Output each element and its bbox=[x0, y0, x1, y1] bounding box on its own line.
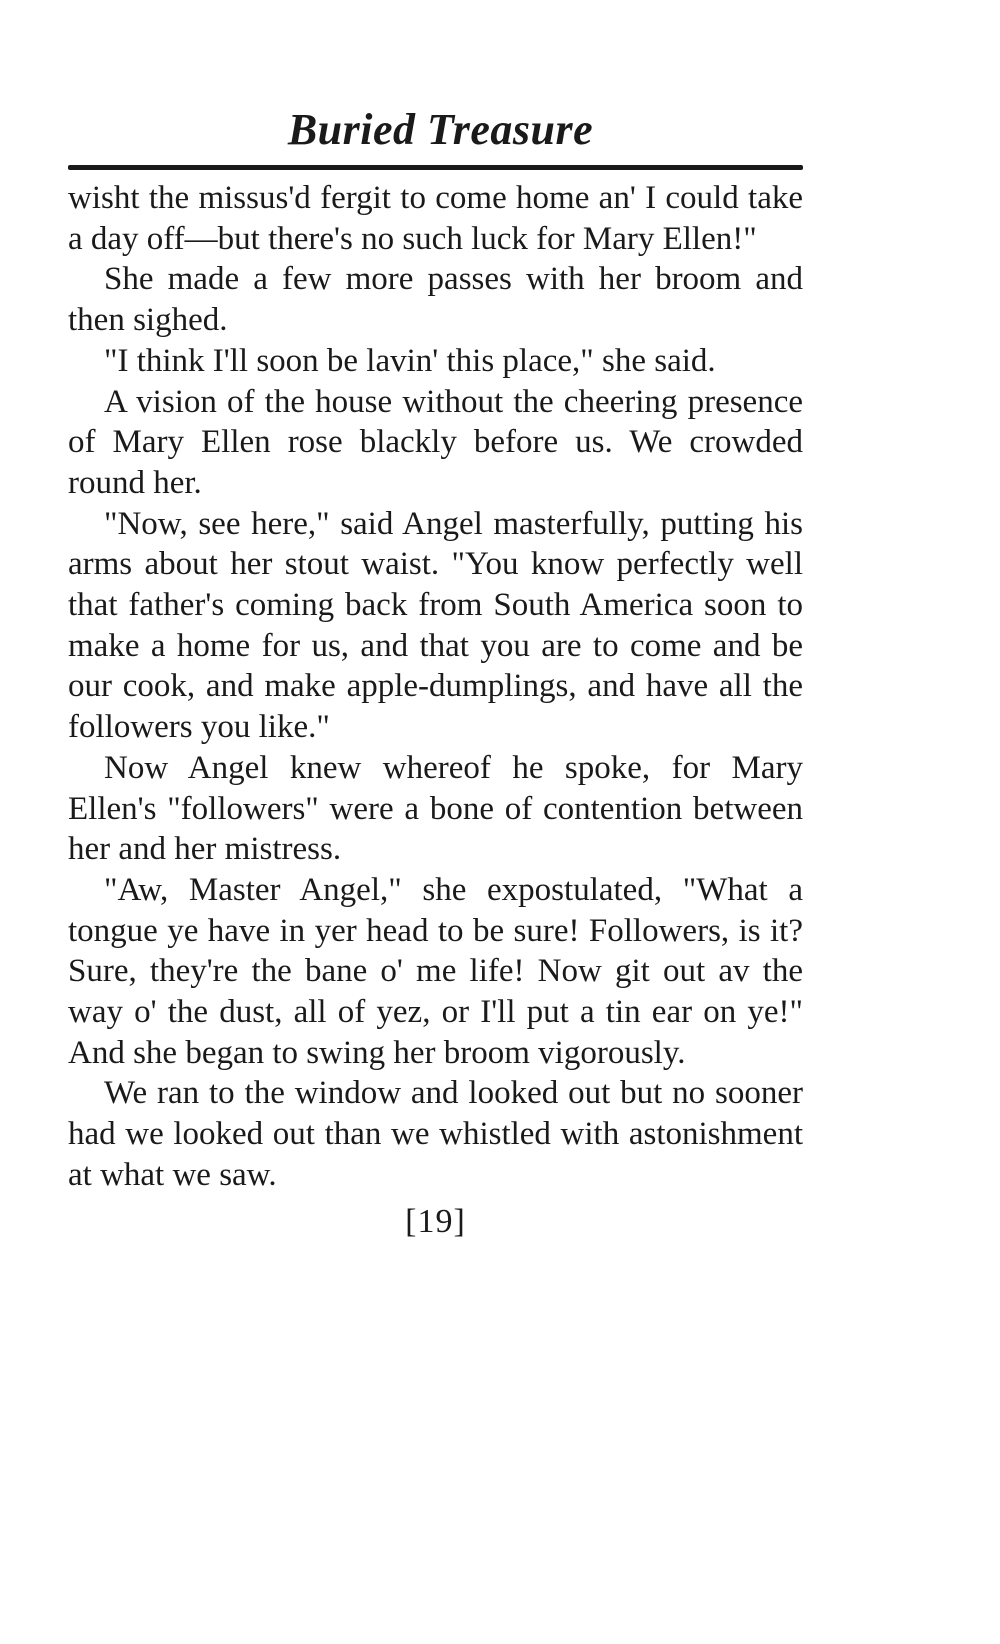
page-number: [19] bbox=[405, 1202, 466, 1240]
paragraph: "I think I'll soon be lavin' this place," she said. bbox=[104, 342, 716, 379]
paragraph: wisht the missus'd fergit to come home an' I could take a day off—but there's no such luck for Mary Ellen!" bbox=[68, 180, 803, 257]
paragraph: She made a few more passes with her broom and then sighed. bbox=[68, 261, 803, 339]
paragraph: "Aw, Master Angel," she expostulated, "What a tongue ye have in yer head to be sure! Followers, is it? Sure, they're the bane o' me life! Now git out av the way o' the dust, all of yez, or I'll put a tin ear on ye!" And she began to swing her broom vigorously. bbox=[68, 871, 803, 1071]
book-page bbox=[68, 100, 803, 1242]
paragraph: Now Angel knew whereof he spoke, for Mary Ellen's "followers" were a bone of contention between her and her mistress. bbox=[68, 749, 803, 868]
header-rule bbox=[68, 165, 803, 170]
paragraph: A vision of the house without the cheering presence of Mary Ellen rose blackly before us. We crowded round her. bbox=[68, 383, 803, 501]
running-head: Buried Treasure bbox=[287, 105, 594, 154]
paragraph: "Now, see here," said Angel masterfully, putting his arms about her stout waist. "You know perfectly well that father's coming back from South America soon to make a home for us, and that you are to come and be our cook, and make apple-dumplings, and have all the followers you like." bbox=[68, 505, 803, 746]
paragraph: We ran to the window and looked out but no sooner had we looked out than we whistled with astonishment at what we saw. bbox=[68, 1075, 803, 1193]
body-text bbox=[68, 178, 803, 1196]
